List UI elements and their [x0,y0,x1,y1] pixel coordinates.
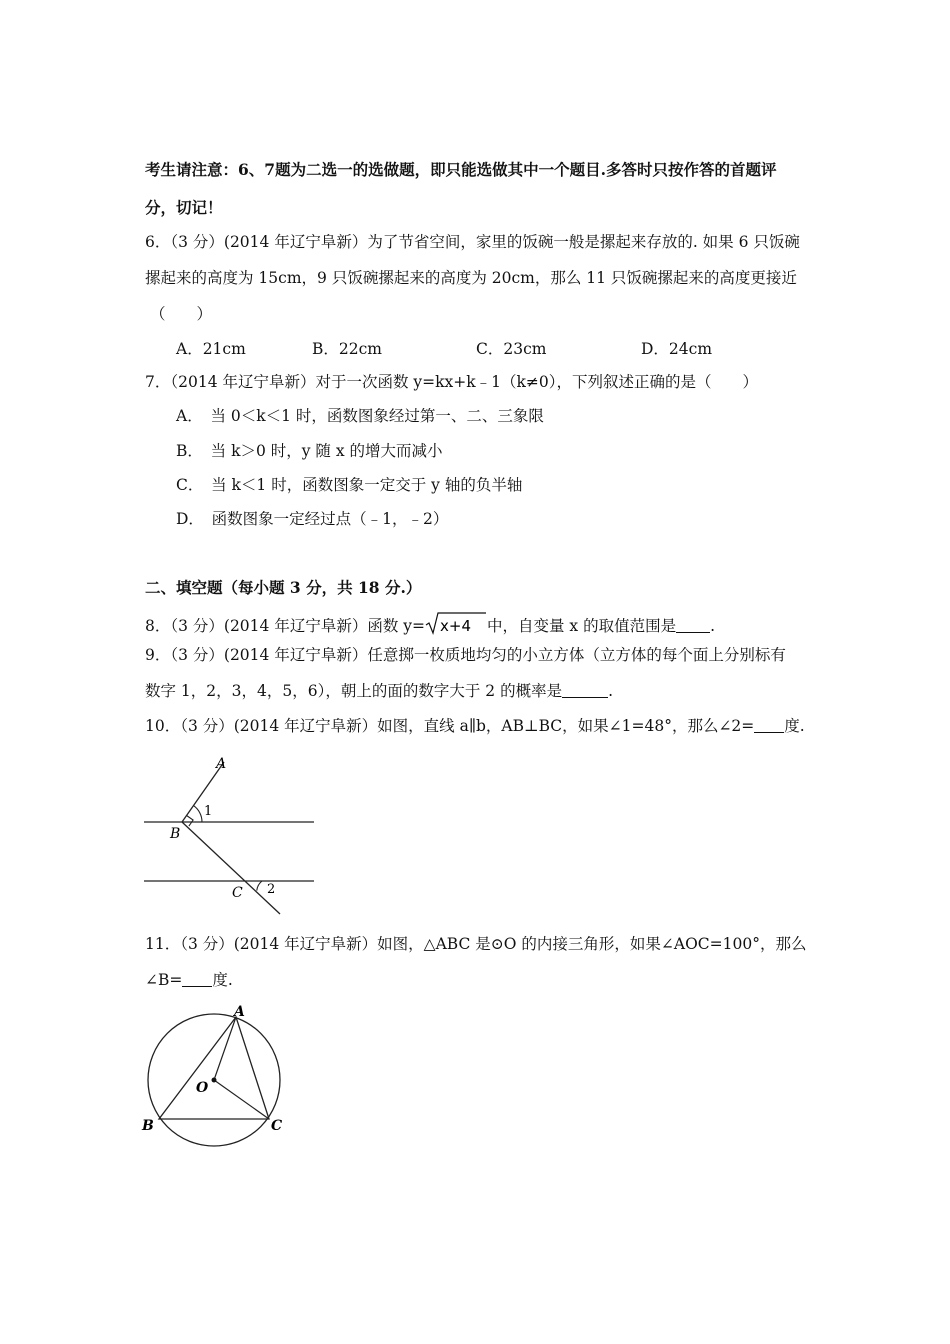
label-c: C [232,885,243,901]
q6-option-a: A．21cm [176,340,246,358]
q9-answer-blank [562,681,608,698]
notice-line-2: 分，切记！ [145,198,223,217]
q7-stem: 7．（2014 年辽宁阜新）对于一次函数 y=kx+k﹣1（k≠0），下列叙述正确的是（ ） [145,373,759,391]
q8-end: . [710,617,716,635]
q10-prefix: 10．（3 分）(2014 年辽宁阜新）如图，直线 a∥b，AB⊥BC，如果∠1=48°，那么∠2= [145,717,755,735]
q10-line [145,716,805,736]
sqrt-symbol-icon [425,611,487,635]
label-o: O [196,1080,209,1096]
q9-line-1: 9．（3 分）(2014 年辽宁阜新）任意掷一枚质地均匀的小立方体（立方体的每个面上分别标有 [145,646,786,664]
q9-end: . [608,682,614,700]
segment-oc [214,1080,269,1119]
label-b: B [170,826,181,842]
q8-sqrt [425,611,487,640]
q11-answer-blank [182,970,212,987]
label-angle-1: 1 [204,804,213,819]
q11-end: 度. [212,971,233,989]
q7-option-a: A． 当 0＜k＜1 时，函数图象经过第一、二、三象限 [176,407,544,425]
segment-oa [214,1017,236,1080]
angle-2-arc [257,881,262,891]
q8-answer-blank [676,616,710,633]
label-c: C [271,1118,283,1134]
angle-1-arc [194,806,203,822]
q6-line-1: 6．（3 分）(2014 年辽宁阜新）为了节省空间，家里的饭碗一般是摞起来存放的. 如果 6 只饭碗 [145,233,800,251]
q11-line-1: 11．（3 分）(2014 年辽宁阜新）如图，△ABC 是⊙O 的内接三角形，如果∠AOC=100°，那么 [145,935,807,953]
q9-line-2 [145,681,613,701]
q10-answer-blank [754,716,784,733]
q10-end: 度. [784,717,805,735]
label-a: A [234,1004,245,1020]
label-a: A [216,756,227,772]
label-b: B [142,1118,154,1134]
segment-bc [182,822,280,914]
q6-option-d: D．24cm [641,340,713,358]
q7-option-c: C． 当 k＜1 时，函数图象一定交于 y 轴的负半轴 [176,476,523,494]
q8-func-lhs: y= [403,617,425,635]
q8-line [145,611,715,640]
triangle-abc [159,1017,269,1119]
center-point [212,1078,217,1083]
q8-prefix: 8．（3 分）(2014 年辽宁阜新）函数 [145,617,404,635]
section-2-title: 二、填空题（每小题 3 分，共 18 分.） [145,578,422,597]
q9-line-2-prefix: 数字 1，2，3，4，5，6），朝上的面的数字大于 2 的概率是 [145,682,563,700]
q6-answer-paren: （ ） [150,305,213,323]
q7-option-d: D． 函数图象一定经过点（﹣1，﹣2） [176,510,449,528]
q11-figure [138,1000,290,1150]
q6-line-2: 摞起来的高度为 15cm，9 只饭碗摞起来的高度为 20cm，那么 11 只饭碗摞起来的高度更接近 [145,269,797,287]
q6-option-b: B．22cm [312,340,382,358]
q8-radicand: x+4 [440,617,471,635]
notice-line-1: 考生请注意：6、7题为二选一的选做题，即只能选做其中一个题目.多答时只按作答的首题评 [145,160,777,179]
right-angle-mark [187,816,194,827]
q8-suffix: 中，自变量 x 的取值范围是 [487,617,677,635]
q6-option-c: C．23cm [476,340,547,358]
label-angle-2: 2 [267,882,276,897]
q11-line-2 [145,970,233,990]
q10-figure [140,752,320,917]
q7-option-b: B． 当 k＞0 时，y 随 x 的增大而减小 [176,442,443,460]
q11-line-2-prefix: ∠B= [145,971,183,989]
